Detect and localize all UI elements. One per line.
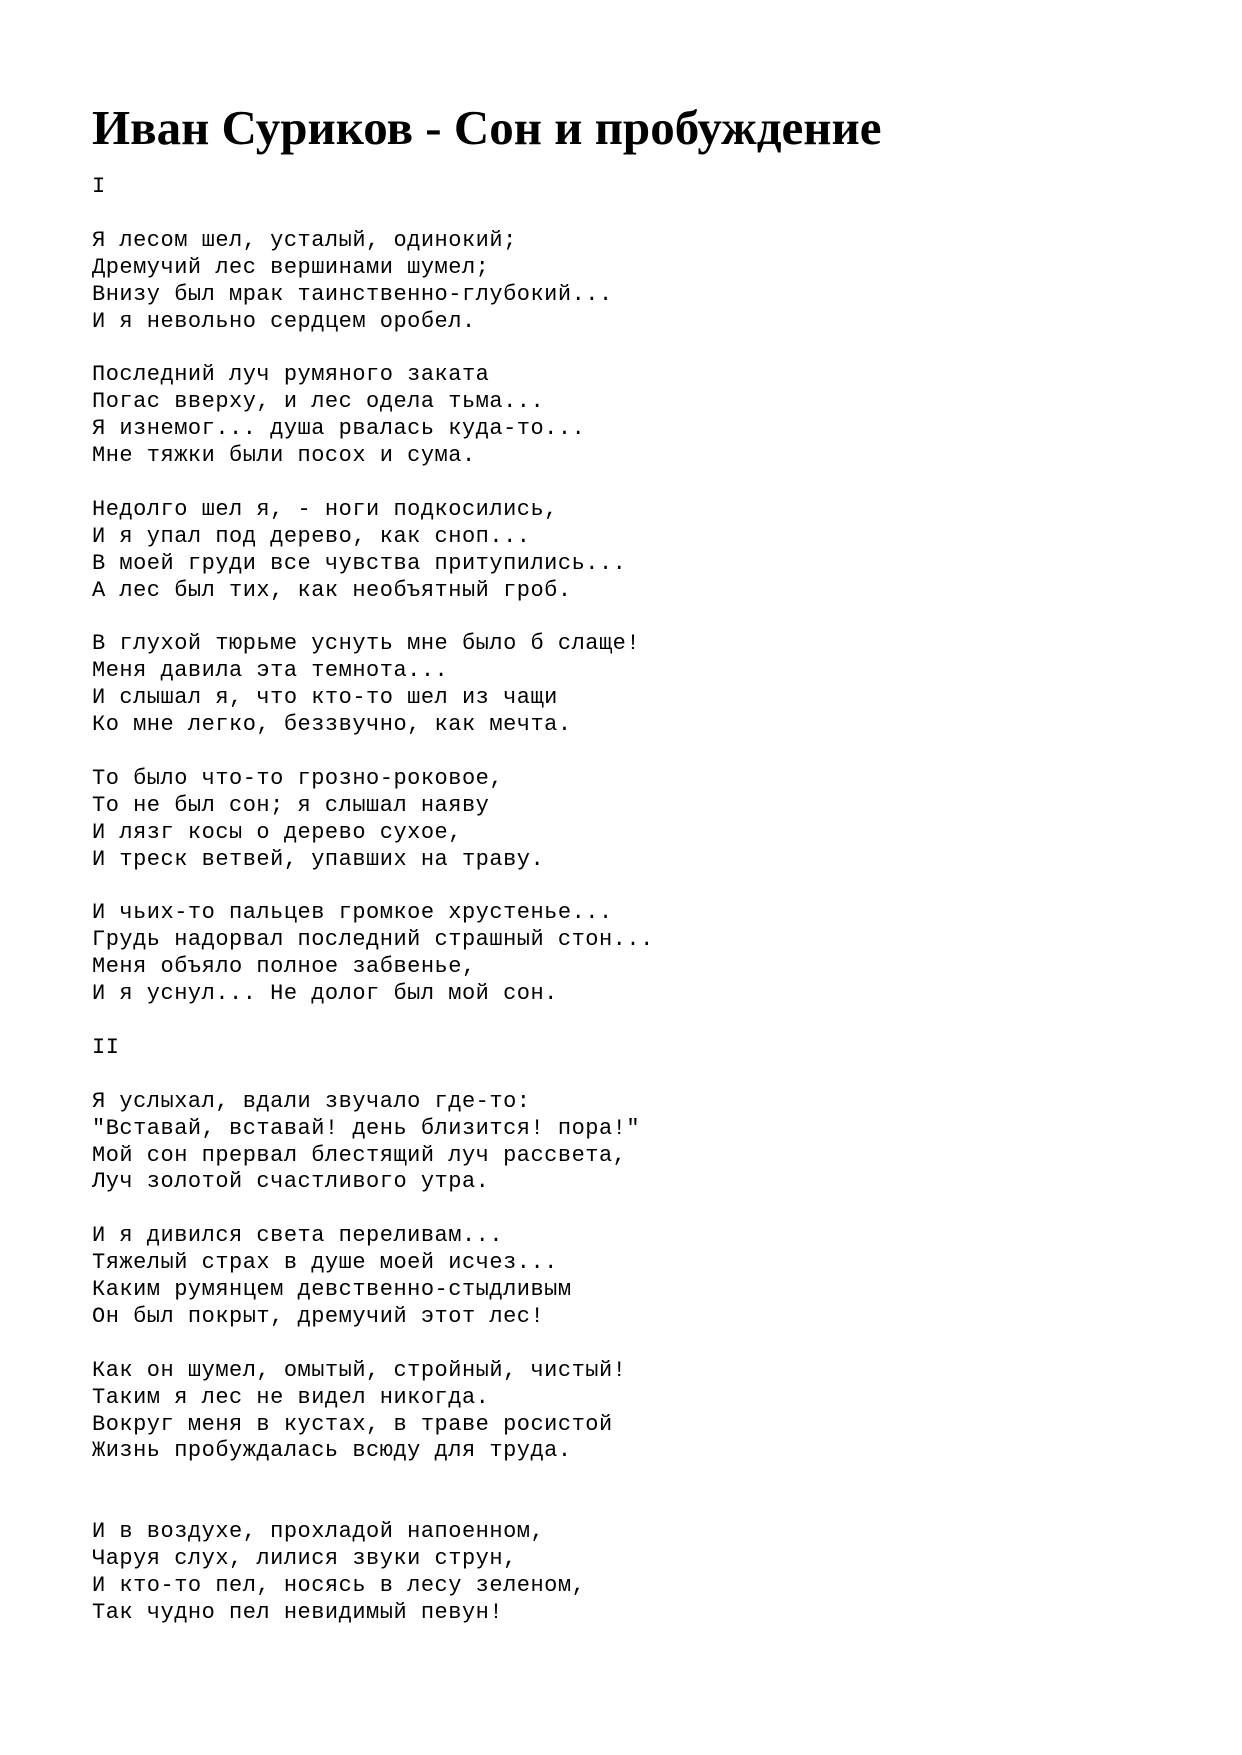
section-number: I — [92, 174, 106, 199]
poem-line: Вокруг меня в кустах, в траве росистой — [92, 1411, 613, 1437]
poem-line: Я изнемог... душа рвалась куда-то... — [92, 416, 586, 442]
stanza — [92, 1358, 1192, 1466]
poem-line: Последний луч румяного заката — [92, 362, 490, 388]
stanza-gap — [92, 470, 1192, 497]
stanza-gap — [92, 335, 1192, 362]
stanza-gap — [92, 739, 1192, 766]
stanza — [92, 497, 1192, 605]
poem-line: Чаруя слух, лилися звуки струн, — [92, 1546, 517, 1572]
poem-line: А лес был тих, как необъятный гроб. — [92, 577, 572, 603]
poem-line: В глухой тюрьме уснуть мне было б слаще! — [92, 631, 641, 657]
stanza-gap — [92, 1465, 1192, 1492]
poem-line: В моей груди все чувства притупились... — [92, 550, 627, 576]
poem-line: Он был покрыт, дремучий этот лес! — [92, 1303, 545, 1329]
poem-line: И я дивился света переливам... — [92, 1223, 504, 1249]
stanza — [92, 362, 1192, 470]
stanza — [92, 1089, 1192, 1197]
poem-line: И слышал я, что кто-то шел из чащи — [92, 685, 558, 711]
poem-line: То не был сон; я слышал наяву — [92, 792, 490, 818]
stanza-gap — [92, 1008, 1192, 1035]
poem-body — [92, 174, 1192, 1627]
poem-line: Внизу был мрак таинственно-глубокий... — [92, 281, 613, 307]
poem-line: "Вставай, вставай! день близится! пора!" — [92, 1115, 641, 1141]
stanza — [92, 1492, 1192, 1627]
poem-line: Как он шумел, омытый, стройный, чистый! — [92, 1357, 627, 1383]
stanza — [92, 228, 1192, 336]
poem-line: Тяжелый страх в душе моей исчез... — [92, 1250, 558, 1276]
stanza — [92, 1223, 1192, 1331]
poem-line: И я уснул... Не долог был мой сон. — [92, 981, 558, 1007]
poem-line: И я невольно сердцем оробел. — [92, 308, 476, 334]
stanza-gap — [92, 201, 1192, 228]
poem-line: Так чудно пел невидимый певун! — [92, 1599, 504, 1625]
poem-line: Недолго шел я, - ноги подкосились, — [92, 496, 558, 522]
poem-line: И я упал под дерево, как сноп... — [92, 523, 531, 549]
poem-line — [92, 1492, 1192, 1519]
poem-line: Дремучий лес вершинами шумел; — [92, 254, 490, 280]
stanza — [92, 766, 1192, 874]
poem-line: Я лесом шел, усталый, одинокий; — [92, 227, 517, 253]
poem-line: И в воздухе, прохладой напоенном, — [92, 1519, 545, 1545]
poem-line: Мой сон прервал блестящий луч рассвета, — [92, 1142, 627, 1168]
poem-line: И треск ветвей, упавших на траву. — [92, 846, 545, 872]
document-title: Иван Суриков - Сон и пробуждение — [92, 100, 882, 155]
stanza-gap — [92, 873, 1192, 900]
poem-line: Меня объяло полное забвенье, — [92, 954, 476, 980]
poem-line: Я услыхал, вдали звучало где-то: — [92, 1088, 531, 1114]
stanza-gap — [92, 1062, 1192, 1089]
poem-line: Меня давила эта темнота... — [92, 658, 449, 684]
poem-line: И лязг косы о дерево сухое, — [92, 819, 462, 845]
poem-line: То было что-то грозно-роковое, — [92, 765, 504, 791]
poem-line: Грудь надорвал последний страшный стон... — [92, 927, 654, 953]
document-page — [92, 92, 1192, 1627]
stanza-gap — [92, 604, 1192, 631]
poem-line: Ко мне легко, беззвучно, как мечта. — [92, 712, 572, 738]
poem-line: Каким румянцем девственно-стыдливым — [92, 1277, 572, 1303]
stanza — [92, 631, 1192, 739]
stanza-gap — [92, 1196, 1192, 1223]
poem-line: Мне тяжки были посох и сума. — [92, 443, 476, 469]
poem-line: Жизнь пробуждалась всюду для труда. — [92, 1438, 572, 1464]
poem-line: Луч золотой счастливого утра. — [92, 1169, 490, 1195]
poem-line: Таким я лес не видел никогда. — [92, 1384, 490, 1410]
section-number: II — [92, 1034, 120, 1060]
poem-line: И чьих-то пальцев громкое хрустенье... — [92, 900, 613, 926]
poem-line: Погас вверху, и лес одела тьма... — [92, 389, 545, 415]
stanza — [92, 900, 1192, 1008]
poem-line: И кто-то пел, носясь в лесу зеленом, — [92, 1572, 586, 1598]
stanza-gap — [92, 1331, 1192, 1358]
